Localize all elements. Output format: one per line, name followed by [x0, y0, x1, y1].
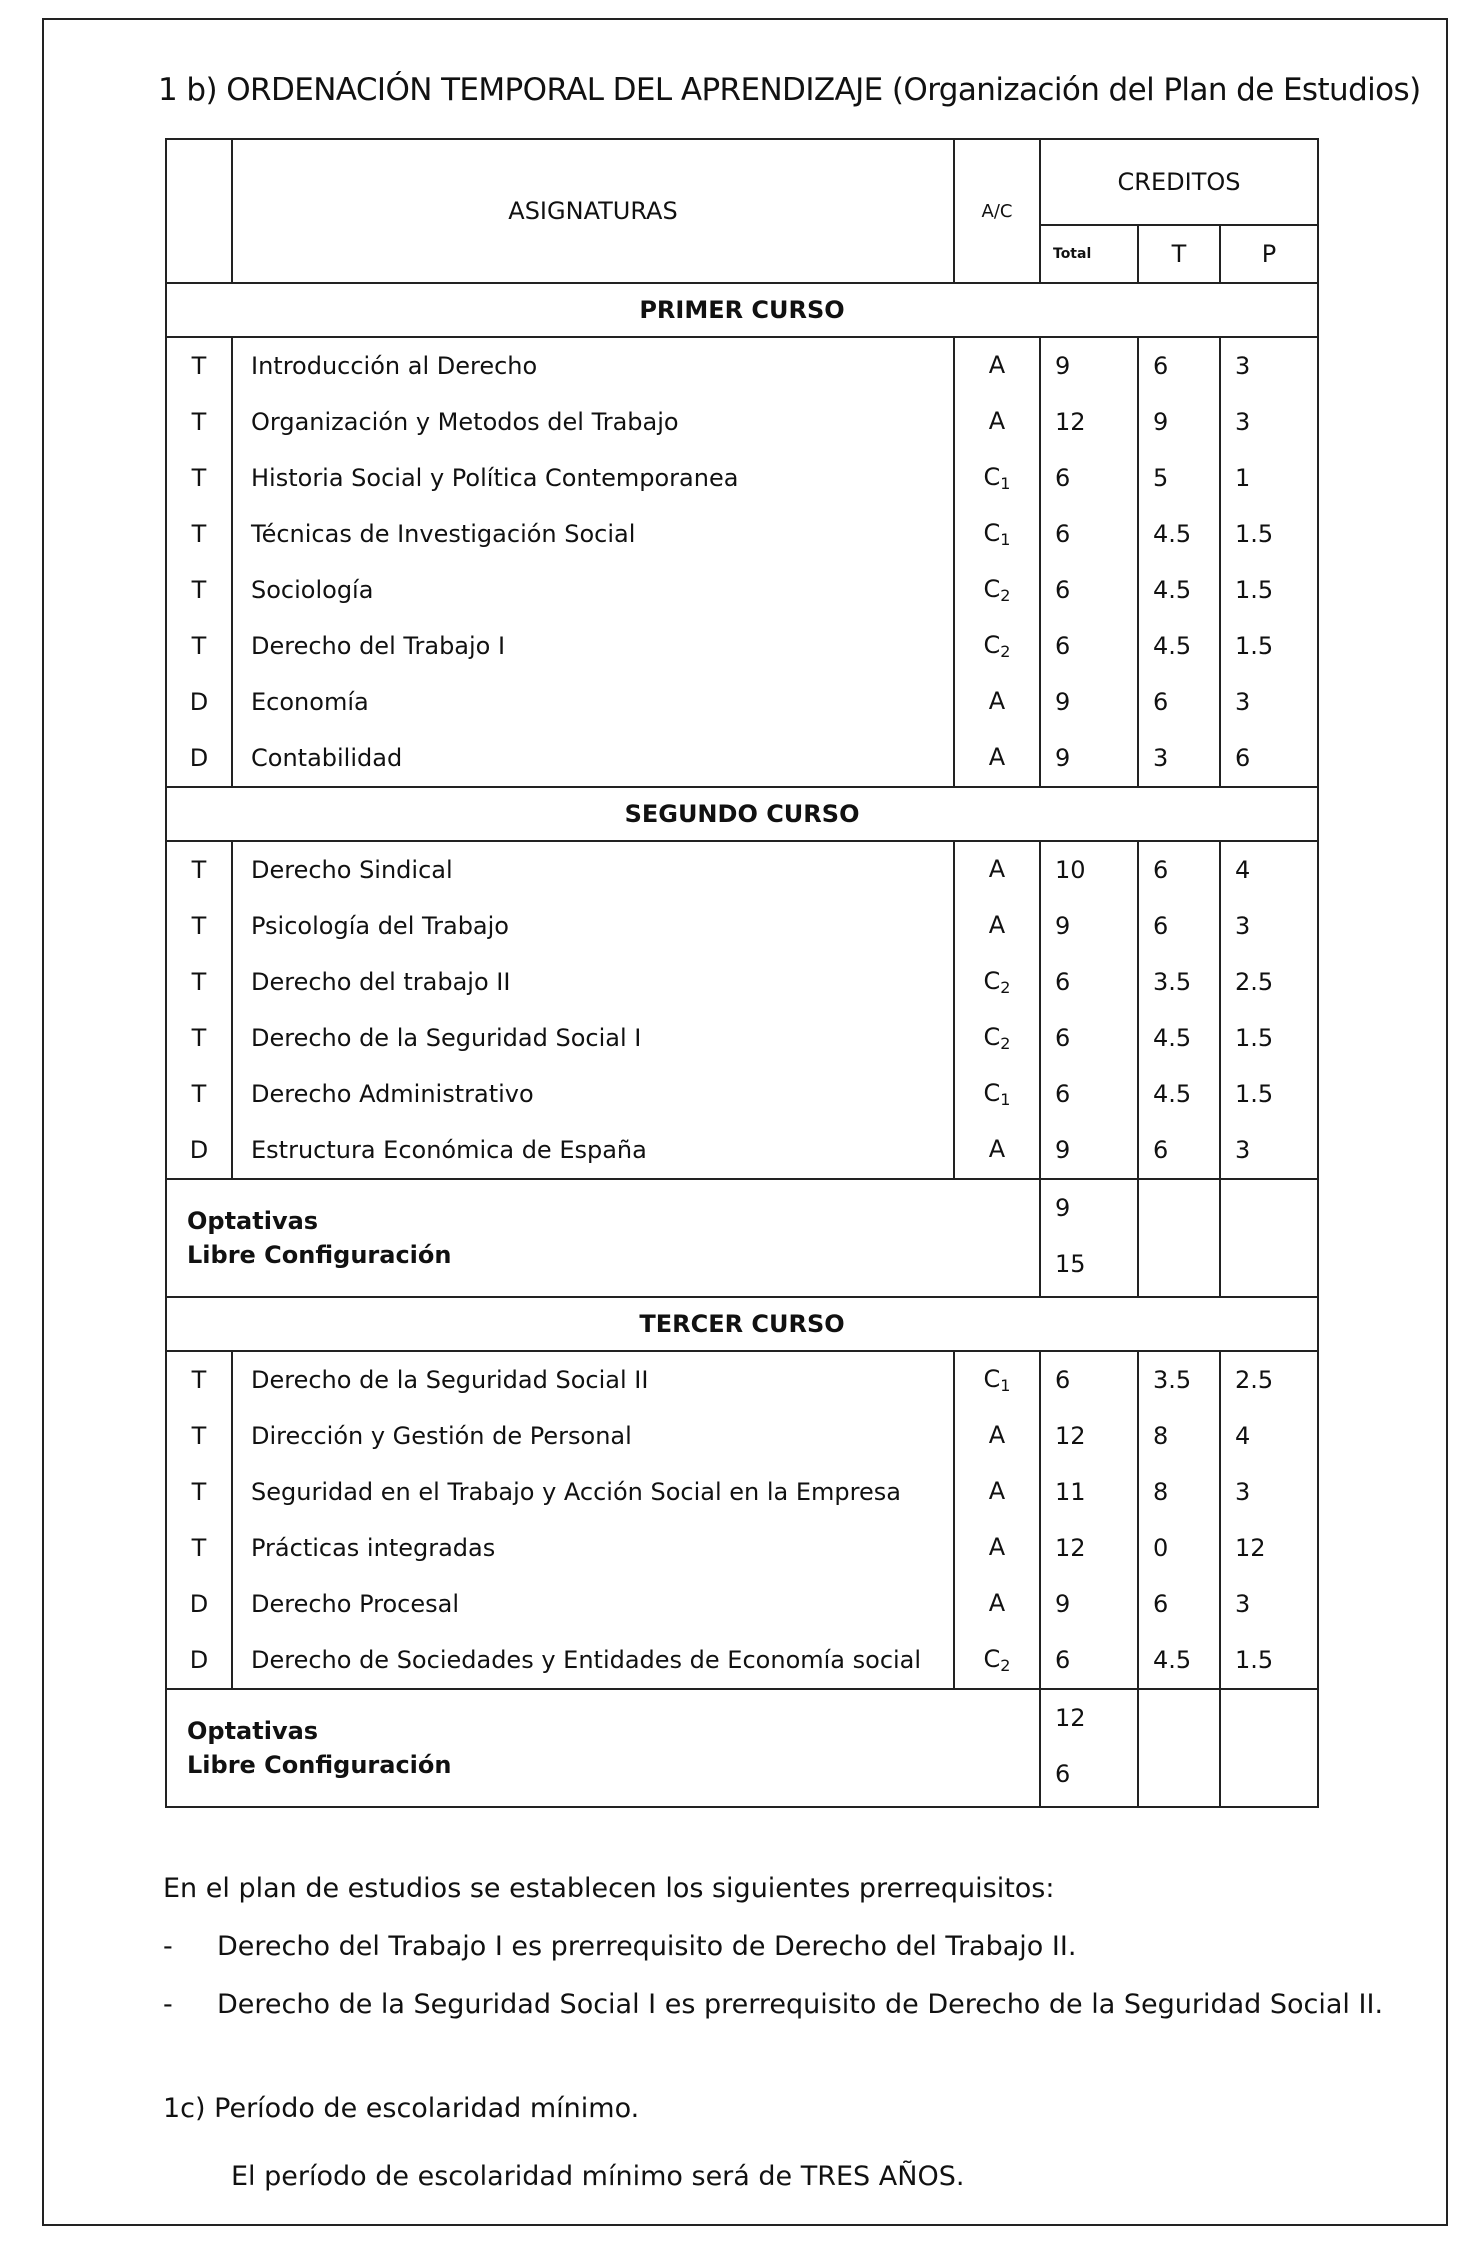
- subject-ac: [954, 841, 1040, 898]
- subject-ac-letter: A: [988, 351, 1006, 379]
- subject-row: [166, 841, 1318, 898]
- credits-t: 5: [1138, 450, 1220, 506]
- credits-t: 9: [1138, 394, 1220, 450]
- credits-p: 6: [1220, 730, 1318, 787]
- subject-name: Contabilidad: [232, 730, 954, 787]
- header-creditos: CREDITOS: [1040, 139, 1318, 225]
- plan-table: [165, 138, 1319, 1808]
- subject-type: T: [166, 841, 232, 898]
- subject-ac: [954, 1576, 1040, 1632]
- credits-t: 3.5: [1138, 1351, 1220, 1408]
- subject-ac-index: 1: [1000, 1090, 1011, 1109]
- credits-t: 6: [1138, 337, 1220, 394]
- subject-name: Derecho de la Seguridad Social II: [232, 1351, 954, 1408]
- credits-t: 6: [1138, 1576, 1220, 1632]
- header-p: P: [1220, 225, 1318, 283]
- credits-total: 6: [1040, 1632, 1138, 1689]
- subject-name: Organización y Metodos del Trabajo: [232, 394, 954, 450]
- subject-row: [166, 562, 1318, 618]
- subject-ac: [954, 1520, 1040, 1576]
- credits-total: 6: [1040, 1010, 1138, 1066]
- subject-name: Psicología del Trabajo: [232, 898, 954, 954]
- optativas-p-empty: [1220, 1179, 1318, 1297]
- subject-ac: [954, 562, 1040, 618]
- subject-ac: [954, 337, 1040, 394]
- subject-row: [166, 674, 1318, 730]
- credits-total: 9: [1040, 337, 1138, 394]
- subject-ac-letter: A: [988, 855, 1006, 883]
- subject-type: T: [166, 1066, 232, 1122]
- credits-t: 4.5: [1138, 618, 1220, 674]
- credits-p: 3: [1220, 1464, 1318, 1520]
- subject-type: T: [166, 394, 232, 450]
- credits-total: 10: [1040, 841, 1138, 898]
- credits-total: 12: [1040, 1408, 1138, 1464]
- credits-t: 6: [1138, 674, 1220, 730]
- subject-row: [166, 954, 1318, 1010]
- minimum-period: [163, 2093, 964, 2229]
- subject-ac-letter: C: [983, 519, 1001, 547]
- credits-t: 3: [1138, 730, 1220, 787]
- subject-row: [166, 1464, 1318, 1520]
- credits-t: 4.5: [1138, 1010, 1220, 1066]
- optativas-values: [1040, 1689, 1138, 1807]
- header-blank: [166, 139, 232, 283]
- subject-row: [166, 618, 1318, 674]
- subject-ac-letter: C: [983, 1645, 1001, 1673]
- subject-ac-index: 2: [1000, 642, 1011, 661]
- subject-name: Derecho de la Seguridad Social I: [232, 1010, 954, 1066]
- credits-total: 6: [1040, 450, 1138, 506]
- subject-row: [166, 1066, 1318, 1122]
- optativas-t-empty: [1138, 1689, 1220, 1807]
- subject-name: Derecho del trabajo II: [232, 954, 954, 1010]
- credits-total: 12: [1040, 1520, 1138, 1576]
- subject-name: Estructura Económica de España: [232, 1122, 954, 1179]
- credits-total: 9: [1040, 898, 1138, 954]
- credits-t: 3.5: [1138, 954, 1220, 1010]
- credits-total: 6: [1040, 954, 1138, 1010]
- subject-type: T: [166, 618, 232, 674]
- subject-ac-index: 1: [1000, 1376, 1011, 1395]
- notes-item: - Derecho del Trabajo I es prerrequisito de Derecho del Trabajo II.: [163, 1931, 1077, 1962]
- subject-ac: [954, 730, 1040, 787]
- subject-name: Sociología: [232, 562, 954, 618]
- credits-p: 1.5: [1220, 1010, 1318, 1066]
- subject-ac-letter: C: [983, 631, 1001, 659]
- credits-t: 4.5: [1138, 506, 1220, 562]
- subject-type: T: [166, 954, 232, 1010]
- subject-type: T: [166, 1408, 232, 1464]
- period-title: 1c) Período de escolaridad mínimo.: [163, 2093, 640, 2124]
- subject-ac-letter: A: [988, 743, 1006, 771]
- subject-ac: [954, 1122, 1040, 1179]
- credits-total: 9: [1040, 1576, 1138, 1632]
- subject-name: Introducción al Derecho: [232, 337, 954, 394]
- credits-total: 9: [1040, 730, 1138, 787]
- subject-ac-letter: C: [983, 1365, 1001, 1393]
- optativas-label: Optativas: [187, 1717, 319, 1745]
- subject-row: [166, 337, 1318, 394]
- optativas-p-empty: [1220, 1689, 1318, 1807]
- notes-item: - Derecho de la Seguridad Social I es prerrequisito de Derecho de la Seguridad Social II.: [163, 1989, 1384, 2020]
- subject-name: Historia Social y Política Contemporanea: [232, 450, 954, 506]
- subject-ac: [954, 954, 1040, 1010]
- subject-type: D: [166, 1122, 232, 1179]
- credits-total: 9: [1040, 1122, 1138, 1179]
- subject-ac-letter: C: [983, 1079, 1001, 1107]
- notes-intro: En el plan de estudios se establecen los siguientes prerrequisitos:: [163, 1873, 1055, 1904]
- subject-type: D: [166, 1576, 232, 1632]
- optativas-t-empty: [1138, 1179, 1220, 1297]
- header-total: Total: [1040, 225, 1138, 283]
- subject-type: T: [166, 898, 232, 954]
- credits-p: 1.5: [1220, 562, 1318, 618]
- libre-value: 15: [1055, 1250, 1086, 1278]
- subject-row: [166, 1351, 1318, 1408]
- subject-ac-letter: C: [983, 575, 1001, 603]
- credits-t: 6: [1138, 1122, 1220, 1179]
- credits-p: 1.5: [1220, 1066, 1318, 1122]
- subject-type: D: [166, 1632, 232, 1689]
- credits-t: 4.5: [1138, 1632, 1220, 1689]
- credits-total: 11: [1040, 1464, 1138, 1520]
- subject-ac: [954, 1408, 1040, 1464]
- libre-label: Libre Configuración: [187, 1241, 452, 1269]
- subject-ac-letter: C: [983, 967, 1001, 995]
- optativas-label: Optativas: [187, 1207, 319, 1235]
- subject-ac-index: 2: [1000, 1656, 1011, 1675]
- header-asignaturas: ASIGNATURAS: [232, 139, 954, 283]
- optativas-labels: [166, 1689, 1040, 1807]
- subject-ac-letter: A: [988, 1589, 1006, 1617]
- subject-row: [166, 1408, 1318, 1464]
- course-heading: TERCER CURSO: [166, 1297, 1318, 1351]
- subject-type: T: [166, 450, 232, 506]
- credits-t: 6: [1138, 841, 1220, 898]
- credits-p: 3: [1220, 337, 1318, 394]
- subject-type: T: [166, 1520, 232, 1576]
- header-t: T: [1138, 225, 1220, 283]
- credits-t: 0: [1138, 1520, 1220, 1576]
- header-ac: A/C: [954, 139, 1040, 283]
- subject-type: T: [166, 1464, 232, 1520]
- credits-t: 4.5: [1138, 1066, 1220, 1122]
- subject-ac-index: 1: [1000, 530, 1011, 549]
- subject-type: T: [166, 506, 232, 562]
- subject-ac-letter: A: [988, 1477, 1006, 1505]
- subject-type: T: [166, 1351, 232, 1408]
- credits-t: 6: [1138, 898, 1220, 954]
- credits-t: 8: [1138, 1464, 1220, 1520]
- subject-type: T: [166, 562, 232, 618]
- course-heading: SEGUNDO CURSO: [166, 787, 1318, 841]
- subject-row: [166, 1576, 1318, 1632]
- subject-row: [166, 898, 1318, 954]
- subject-row: [166, 1010, 1318, 1066]
- optativas-values: [1040, 1179, 1138, 1297]
- subject-ac-letter: C: [983, 1023, 1001, 1051]
- subject-type: D: [166, 730, 232, 787]
- credits-p: 2.5: [1220, 954, 1318, 1010]
- optativas-value: 9: [1055, 1194, 1071, 1222]
- subject-ac: [954, 1010, 1040, 1066]
- subject-ac: [954, 1632, 1040, 1689]
- subject-type: T: [166, 337, 232, 394]
- credits-p: 1.5: [1220, 1632, 1318, 1689]
- credits-total: 9: [1040, 674, 1138, 730]
- credits-p: 3: [1220, 1576, 1318, 1632]
- credits-total: 12: [1040, 394, 1138, 450]
- subject-ac-letter: A: [988, 911, 1006, 939]
- subject-ac-letter: A: [988, 687, 1006, 715]
- subject-ac: [954, 506, 1040, 562]
- subject-name: Derecho Administrativo: [232, 1066, 954, 1122]
- prerequisites-notes: [163, 1873, 1383, 2047]
- credits-p: 1.5: [1220, 618, 1318, 674]
- optativas-value: 12: [1055, 1704, 1086, 1732]
- credits-p: 3: [1220, 898, 1318, 954]
- subject-ac-letter: A: [988, 1135, 1006, 1163]
- credits-p: 4: [1220, 1408, 1318, 1464]
- subject-ac: [954, 1066, 1040, 1122]
- subject-row: [166, 1122, 1318, 1179]
- subject-row: [166, 506, 1318, 562]
- credits-p: 3: [1220, 394, 1318, 450]
- libre-label: Libre Configuración: [187, 1751, 452, 1779]
- subject-name: Prácticas integradas: [232, 1520, 954, 1576]
- subject-ac-letter: A: [988, 1421, 1006, 1449]
- subject-row: [166, 730, 1318, 787]
- subject-name: Derecho del Trabajo I: [232, 618, 954, 674]
- credits-p: 1.5: [1220, 506, 1318, 562]
- subject-ac-index: 2: [1000, 586, 1011, 605]
- optativas-labels: [166, 1179, 1040, 1297]
- section-title: 1 b) ORDENACIÓN TEMPORAL DEL APRENDIZAJE (Organización del Plan de Estudios): [158, 72, 1421, 108]
- subject-ac-letter: A: [988, 407, 1006, 435]
- subject-name: Economía: [232, 674, 954, 730]
- subject-type: T: [166, 1010, 232, 1066]
- subject-name: Dirección y Gestión de Personal: [232, 1408, 954, 1464]
- subject-ac-index: 1: [1000, 474, 1011, 493]
- subject-ac: [954, 674, 1040, 730]
- subject-row: [166, 1520, 1318, 1576]
- subject-name: Técnicas de Investigación Social: [232, 506, 954, 562]
- libre-value: 6: [1055, 1760, 1071, 1788]
- subject-ac: [954, 1464, 1040, 1520]
- subject-ac-index: 2: [1000, 1034, 1011, 1053]
- credits-total: 6: [1040, 1351, 1138, 1408]
- credits-p: 1: [1220, 450, 1318, 506]
- credits-total: 6: [1040, 562, 1138, 618]
- subject-name: Derecho Procesal: [232, 1576, 954, 1632]
- subject-ac: [954, 618, 1040, 674]
- optativas-row: [166, 1689, 1318, 1807]
- subject-row: [166, 394, 1318, 450]
- subject-name: Seguridad en el Trabajo y Acción Social en la Empresa: [232, 1464, 954, 1520]
- subject-ac: [954, 1351, 1040, 1408]
- period-text: El período de escolaridad mínimo será de TRES AÑOS.: [231, 2161, 965, 2192]
- credits-total: 6: [1040, 618, 1138, 674]
- credits-p: 2.5: [1220, 1351, 1318, 1408]
- subject-row: [166, 1632, 1318, 1689]
- subject-ac-index: 2: [1000, 978, 1011, 997]
- credits-t: 8: [1138, 1408, 1220, 1464]
- subject-ac-letter: C: [983, 463, 1001, 491]
- subject-row: [166, 450, 1318, 506]
- subject-ac-letter: A: [988, 1533, 1006, 1561]
- credits-p: 3: [1220, 674, 1318, 730]
- optativas-row: [166, 1179, 1318, 1297]
- subject-ac: [954, 898, 1040, 954]
- subject-ac: [954, 450, 1040, 506]
- credits-p: 3: [1220, 1122, 1318, 1179]
- credits-p: 4: [1220, 841, 1318, 898]
- subject-ac: [954, 394, 1040, 450]
- course-heading: PRIMER CURSO: [166, 283, 1318, 337]
- subject-name: Derecho de Sociedades y Entidades de Economía social: [232, 1632, 954, 1689]
- credits-total: 6: [1040, 506, 1138, 562]
- subject-name: Derecho Sindical: [232, 841, 954, 898]
- credits-p: 12: [1220, 1520, 1318, 1576]
- credits-total: 6: [1040, 1066, 1138, 1122]
- subject-type: D: [166, 674, 232, 730]
- credits-t: 4.5: [1138, 562, 1220, 618]
